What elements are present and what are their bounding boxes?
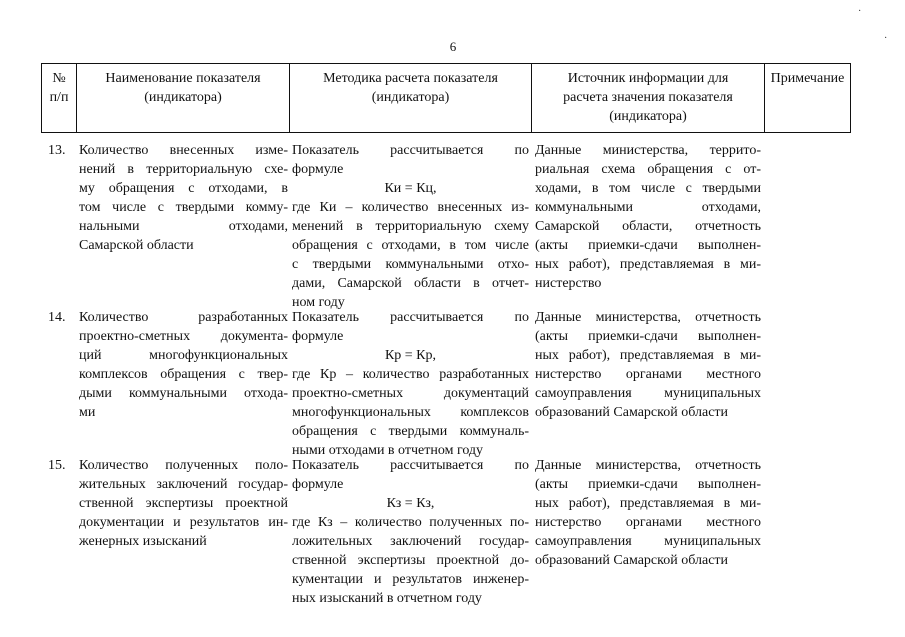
text-line: жительных заключений государ- — [79, 477, 288, 492]
header-cell-source — [531, 63, 764, 133]
row-method — [292, 308, 529, 460]
text-line: документации и результатов ин- — [79, 515, 288, 530]
row-number: 13. — [48, 143, 66, 158]
text-line: менений в территориальную схему — [292, 219, 529, 234]
text-line: Показатель рассчитывается по — [292, 310, 529, 325]
text-line: ных работ), представляемая в ми- — [535, 257, 761, 272]
header-line: № — [52, 71, 66, 86]
header-line: Примечание — [770, 71, 845, 86]
text-line: дами, Самарской области в отчет- — [292, 276, 529, 291]
text-line: образований Самарской области — [535, 553, 729, 568]
text-line: Показатель рассчитывается по — [292, 143, 529, 158]
text-line: самоуправления муниципальных — [535, 534, 761, 549]
text-line: ных изысканий в отчетном году — [292, 591, 482, 606]
text-line: с твердыми коммунальными отхо- — [292, 257, 529, 272]
text-line: ном году — [292, 295, 345, 310]
text-line: формуле — [292, 162, 344, 177]
formula: Кр = Кр, — [384, 348, 437, 363]
row-name — [79, 456, 288, 551]
text-line: формуле — [292, 477, 344, 492]
text-line: ложительных заключений государ- — [292, 534, 529, 549]
text-line: том числе с твердыми комму- — [79, 200, 288, 215]
text-line: образований Самарской области — [535, 405, 729, 420]
text-line: (акты приемки-сдачи выполнен- — [535, 329, 761, 344]
text-line: ций многофункциональных — [79, 348, 288, 363]
text-line: Показатель рассчитывается по — [292, 458, 529, 473]
text-line: обращения с отходами, в том числе — [292, 238, 529, 253]
text-line: ными отходами в отчетном году — [292, 443, 484, 458]
text-line: Самарской области, отчетность — [535, 219, 761, 234]
text-line: обращения с твердыми коммуналь- — [292, 424, 529, 439]
header-line: расчета значения показателя — [563, 90, 733, 105]
text-line: самоуправления муниципальных — [535, 386, 761, 401]
row-source — [535, 141, 761, 293]
text-line: где Кз – количество полученных по- — [292, 515, 529, 530]
header-line: Источник информации для — [567, 71, 729, 86]
row-name — [79, 141, 288, 255]
text-line: где Кр – количество разработанных — [292, 367, 529, 382]
header-cell-note — [764, 63, 851, 133]
text-line: ми — [79, 405, 96, 420]
text-line: Данные министерства, отчетность — [535, 458, 761, 473]
text-line: ных работ), представляемая в ми- — [535, 348, 761, 363]
header-line: (индикатора) — [609, 109, 687, 124]
text-line: коммунальными отходами, — [535, 200, 761, 215]
text-line: му обращения с отходами, в — [79, 181, 288, 196]
header-line: (индикатора) — [371, 90, 450, 105]
page-number: 6 — [449, 39, 457, 54]
text-line: нений в территориальную схе- — [79, 162, 288, 177]
text-line: Количество разработанных — [79, 310, 288, 325]
text-line: комплексов обращения с твер- — [79, 367, 288, 382]
scan-speck: · — [858, 6, 862, 17]
text-line: женерных изысканий — [79, 534, 207, 549]
text-line: ственной экспертизы проектной — [79, 496, 288, 511]
row-source — [535, 456, 761, 570]
text-line: дыми коммунальными отхода- — [79, 386, 288, 401]
row-number: 14. — [48, 310, 66, 325]
header-line: Методика расчета показателя — [323, 71, 498, 86]
text-line: проектно-сметных документа- — [79, 329, 288, 344]
text-line: нистерство органами местного — [535, 367, 761, 382]
header-cell-number — [41, 63, 76, 133]
text-line: ственной экспертизы проектной до- — [292, 553, 529, 568]
text-line: Самарской области — [79, 238, 194, 253]
text-line: многофункциональных комплексов — [292, 405, 529, 420]
text-line: ходами, в том числе с твердыми — [535, 181, 761, 196]
row-source — [535, 308, 761, 422]
text-line: формуле — [292, 329, 344, 344]
scan-speck: · — [884, 33, 888, 44]
text-line: (акты приемки-сдачи выполнен- — [535, 238, 761, 253]
text-line: Количество внесенных изме- — [79, 143, 288, 158]
header-cell-method — [289, 63, 531, 133]
text-line: где Ки – количество внесенных из- — [292, 200, 529, 215]
row-method — [292, 456, 529, 608]
text-line: проектно-сметных документаций — [292, 386, 529, 401]
header-cell-name — [76, 63, 289, 133]
header-line: (индикатора) — [144, 90, 222, 105]
row-number: 15. — [48, 458, 66, 473]
text-line: нальными отходами, — [79, 219, 288, 234]
header-line: п/п — [49, 90, 69, 105]
text-line: кументации и результатов инженер- — [292, 572, 529, 587]
text-line: ных работ), представляемая в ми- — [535, 496, 761, 511]
text-line: нистерство — [535, 276, 602, 291]
text-line: (акты приемки-сдачи выполнен- — [535, 477, 761, 492]
row-name — [79, 308, 288, 422]
text-line: нистерство органами местного — [535, 515, 761, 530]
text-line: риальная схема обращения с от- — [535, 162, 761, 177]
header-line: Наименование показателя — [105, 71, 261, 86]
text-line: Количество полученных поло- — [79, 458, 288, 473]
formula: Ки = Кц, — [384, 181, 437, 196]
row-method — [292, 141, 529, 312]
text-line: Данные министерства, отчетность — [535, 310, 761, 325]
formula: Кз = Кз, — [386, 496, 435, 511]
text-line: Данные министерства, террито- — [535, 143, 761, 158]
